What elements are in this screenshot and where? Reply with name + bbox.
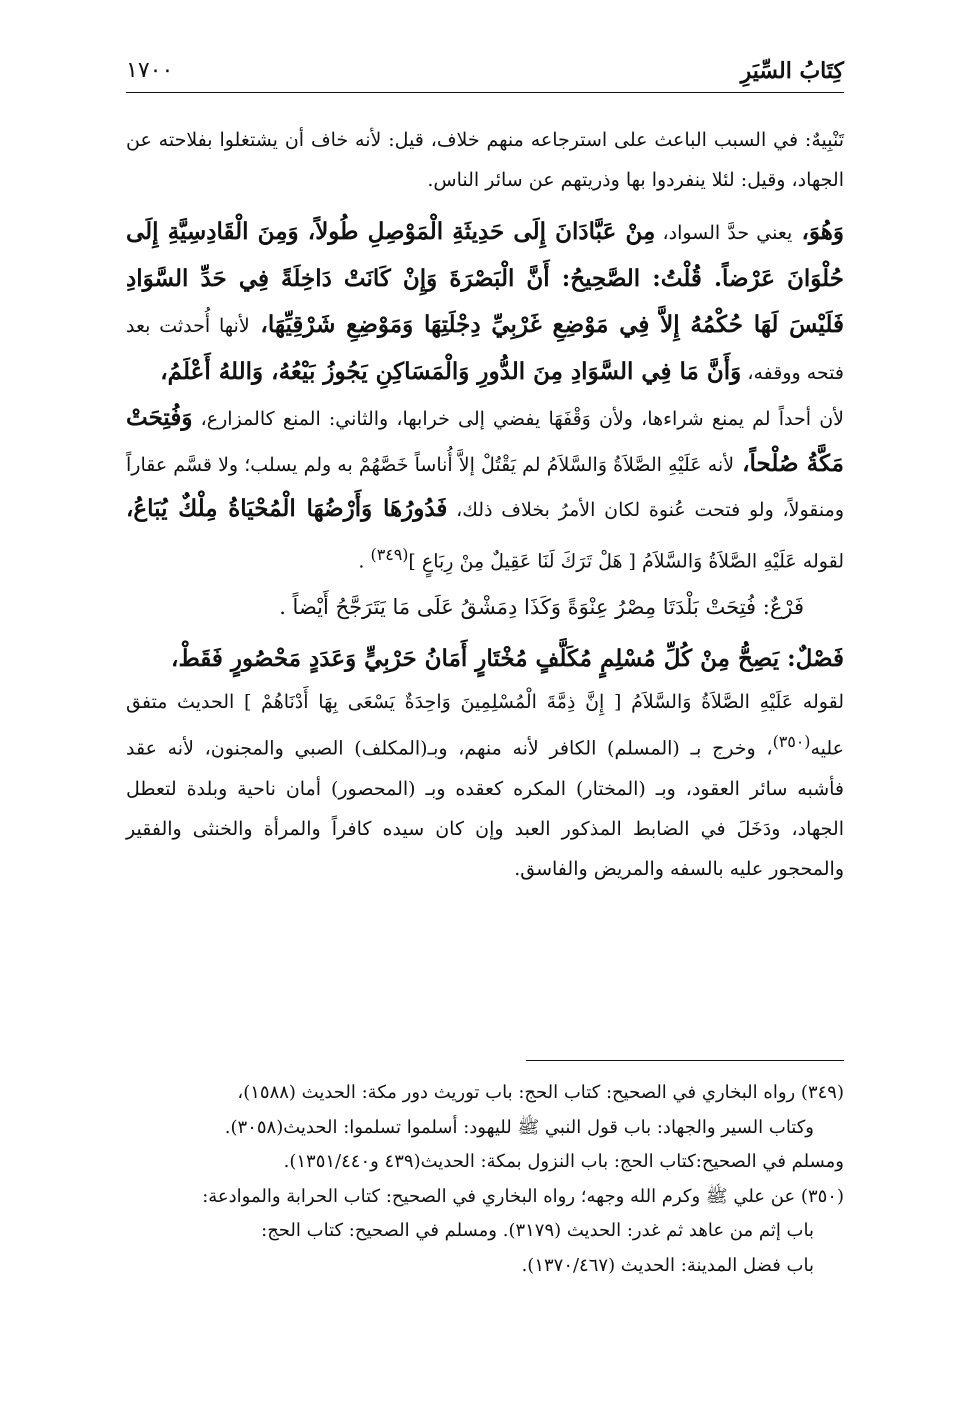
matn-text: وَفُتِحَتْ مَكَّةُ صُلْحاً، xyxy=(126,404,844,477)
footnotes xyxy=(126,1076,844,1283)
footnote-349-cont: وكتاب السير والجهاد: باب قول النبي ﷺ لليهود: أسلموا تسلموا: الحديث(٣٠٥٨). xyxy=(224,1116,814,1138)
commentary-text: يعني حدَّ السواد، xyxy=(655,222,793,244)
commentary-text: ، وخرج بـ (المسلم) الكافر لأنه منهم، وبـ(المكلف) الصبي والمجنون، لأنه عقد فأشبه سائر العقود، وبـ (المختار) المكره كعقده وبـ (المحصور) أمان ناحية وبلدة لتعطل الجهاد، ودَخَلَ في الضابط المذكور العبد وإن كان سيده كافراً والمرأة والخنثى والفقير والمحجور عليه بالسفه والمريض والفاسق. xyxy=(126,737,844,880)
hadith-text: لقوله عَلَيْهِ الصَّلاَةُ وَالسَّلاَمُ [ إِنَّ ذِمَّةَ الْمُسْلِمِينَ وَاحِدَةٌ يَسْعَى بِهَا أَدْنَاهُمْ ] الحديث متفق عليه xyxy=(126,691,844,760)
matn-text: فَدُورُهَا وَأَرْضُهَا الْمُحْيَاةُ مِلْكٌ يُبَاعُ، xyxy=(126,495,448,522)
main-text xyxy=(126,120,844,889)
commentary-text: لأنه عَلَيْهِ الصَّلاَةُ وَالسَّلاَمُ لم يَقْتُلْ إلاَّ أُناساً خَصَّهُمْ به ولم يسلب؛ ولا قسَّم عقاراً ومنقولاً، ولو فتحت عُنوة لكان الأمرُ بخلاف ذلك، xyxy=(126,453,845,521)
hadith-text: لقوله عَلَيْهِ الصَّلاَةُ وَالسَّلاَمُ [ هَلْ تَرَكَ لَنَا عَقِيلٌ مِنْ رِبَاعٍ ] xyxy=(408,549,844,572)
footnote-349-cont: ومسلم في الصحيح:كتاب الحج: باب النزول بمكة: الحديث(٤٣٩ و١٣٥١/٤٤٠). xyxy=(283,1151,844,1172)
footnote-350-cont: باب فضل المدينة: الحديث (١٣٧٠/٤٦٧). xyxy=(521,1254,814,1276)
footnote-350: (٣٥٠) عن علي ﷺ وكرم الله وجهه؛ رواه البخاري في الصحيح: كتاب الحرابة والموادعة: xyxy=(202,1185,844,1207)
matn-text: مِنْ عَبَّادَانَ إِلَى حَدِيثَةِ الْمَوْصِلِ طُولاً، وَمِنَ الْقَادِسِيَّةِ إِلَى حُلْوَانَ عَرْضاً. قُلْتُ: الصَّحِيحُ: أَنَّ الْبَصْرَةَ وَإِنْ كَانَتْ دَاخِلَةً فِي حَدِّ السَّوَادِ فَلَيْسَ لَهَا حُكْمُهُ إِلاَّ فِي مَوْضِعِ غَرْبِيِّ دِجْلَتِهَا وَمَوْضِعِ شَرْقِيِّهَا، xyxy=(126,218,844,338)
commentary-text: لأن أحداً لم يمنع شراءها، ولأن وَقْفَهَا يفضي إلى خرابها، والثاني: المنع كالمزارع، xyxy=(192,408,844,430)
footnote-350-cont: باب إثم من عاهد ثم غدر: الحديث (٣١٧٩). ومسلم في الصحيح: كتاب الحج: xyxy=(261,1220,814,1241)
footnote-349: (٣٤٩) رواه البخاري في الصحيح: كتاب الحج: باب توريث دور مكة: الحديث (١٥٨٨)، xyxy=(237,1082,844,1103)
page-title: كِتَابُ السِّيَرِ xyxy=(740,58,844,84)
paragraph-far: فَرْعٌ: فُتِحَتْ بَلْدَتَا مِصْرُ عِنْوَةً وَكَذَا دِمَشْقُ عَلَى مَا يَتَرَجَّحُ أَيْضاً . xyxy=(279,595,804,620)
paragraph-makkah xyxy=(126,396,844,583)
footnote-divider xyxy=(526,1060,844,1061)
commentary-text: . xyxy=(358,549,371,572)
footnote-ref[interactable]: (٣٤٩) xyxy=(370,544,409,564)
paragraph-fasl-heading: فَصْلٌ: يَصِحُّ مِنْ كُلِّ مُسْلِمٍ مُكَلَّفٍ مُخْتَارٍ أَمَانُ حَرْبِيٍّ وَعَدَدٍ مَحْصُورٍ فَقَطْ، xyxy=(171,645,844,673)
paragraph-sawad xyxy=(126,210,844,396)
commentary-text: لأنها أُحدثت بعد فتحه ووقفه، xyxy=(126,315,844,384)
page-number: ١٧٠٠ xyxy=(126,58,174,83)
paragraph-tanbih: تَنْبِيهٌ: في السبب الباعث على استرجاعه منهم خلاف، قيل: لأنه خاف أن يشتغلوا بفلاحته عن الجهاد، وقيل: لئلا ينفردوا بها وذريتهم عن سائر الناس. xyxy=(126,129,844,191)
page-header xyxy=(126,52,844,93)
paragraph-aman xyxy=(126,682,844,888)
book-page xyxy=(126,52,844,1382)
footnote-ref[interactable]: (٣٥٠) xyxy=(772,732,811,752)
matn-text: وَهُوَ، xyxy=(792,218,844,245)
matn-text: وَأَنَّ مَا فِي السَّوَادِ مِنَ الدُّورِ وَالْمَسَاكِنِ يَجُوزُ بَيْعُهُ، وَاللهُ أَعْلَمُ، xyxy=(160,357,742,385)
